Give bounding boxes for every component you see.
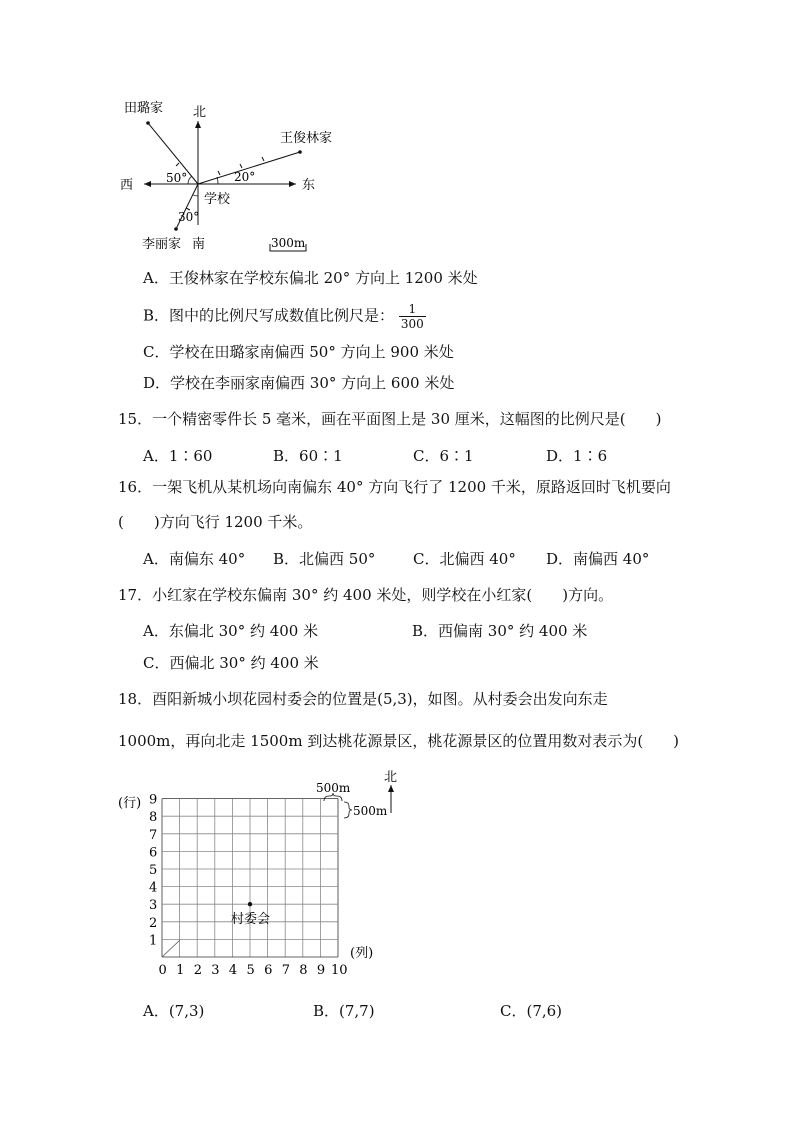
y-tick-label: 8 [149,810,158,826]
scale-x-label: 500m [316,781,351,795]
q15-option-b: B．60∶1 [273,447,343,465]
q17-option-a: A．东偏北 30° 约 400 米 [143,622,319,640]
fraction-denominator: 300 [400,317,424,331]
li-label: 李丽家 [142,237,182,252]
x-tick-label: 2 [193,963,202,978]
q15-option-c: C．6∶1 [413,447,474,465]
q17-option-c: C．西偏北 30° 约 400 米 [143,654,319,672]
q18-stem-line2: 1000m，再向北走 1500m 到达桃花源景区，桃花源景区的位置用数对表示为( ) [118,732,680,750]
coordinate-grid [110,765,410,990]
angle-tian: 50° [166,171,188,185]
fraction-numerator: 1 [399,302,426,317]
scale-y-label: 500m [353,804,388,818]
direction-diagram [110,95,370,260]
x-tick-label: 7 [281,963,290,978]
x-tick-label: 9 [316,963,326,978]
y-tick-label: 9 [149,792,158,808]
y-tick-label: 6 [149,845,158,861]
q16-option-b: B．北偏西 50° [273,550,376,568]
q14-option-a: A．王俊林家在学校东偏北 20° 方向上 1200 米处 [143,269,478,287]
q18-option-b: B．(7,7) [313,1002,375,1020]
x-tick-label: 5 [246,963,255,978]
angle-wang: 20° [234,170,256,184]
y-tick-label: 3 [149,898,158,914]
col-label: (列) [350,946,374,961]
q15-stem: 15．一个精密零件长 5 毫米，画在平面图上是 30 厘米，这幅图的比例尺是( ) [118,410,662,428]
q14-option-c: C．学校在田璐家南偏西 50° 方向上 900 米处 [143,343,454,361]
q16-option-c: C．北偏西 40° [413,550,516,568]
q15-option-a: A．1∶60 [143,447,213,465]
x-tick-label: 4 [228,963,238,978]
village-committee-point [248,902,252,906]
x-tick-label: 0 [158,963,167,978]
q18-stem-line1: 18．酉阳新城小坝花园村委会的位置是(5,3)，如图。从村委会出发向东走 [118,690,608,708]
x-tick-label: 8 [299,963,308,978]
east-label: 东 [302,178,316,193]
q14-option-b [143,302,426,331]
x-tick-label: 6 [264,963,273,978]
y-tick-label: 4 [149,880,158,896]
x-tick-label: 10 [331,963,348,978]
scale-y-brace [344,802,352,818]
scale-label: 300m [271,236,306,250]
north-label-grid: 北 [384,770,398,785]
grid-lines [162,799,338,957]
q16-option-d: D．南偏西 40° [546,550,650,568]
row-label: (行) [118,796,142,811]
angle-li: 30° [178,210,200,224]
school-label: 学校 [204,192,231,207]
wang-label: 王俊林家 [280,131,333,146]
q18-option-a: A．(7,3) [143,1002,205,1020]
x-tick-label: 3 [211,963,220,978]
q16-stem-line1: 16．一架飞机从某机场向南偏东 40° 方向飞行了 1200 千米，原路返回时飞机要向 [118,478,671,496]
origin-mark [162,940,180,957]
north-label: 北 [193,105,207,120]
south-label: 南 [192,237,206,252]
q16-stem-line2: ( )方向飞行 1200 千米。 [118,513,313,531]
q14-option-b-text: B．图中的比例尺写成数值比例尺是： [143,306,395,325]
q17-option-b: B．西偏南 30° 约 400 米 [412,622,588,640]
west-label: 西 [120,178,134,193]
y-tick-label: 7 [149,827,158,843]
q16-option-a: A．南偏东 40° [143,550,246,568]
q14-fraction [399,302,426,331]
y-tick-label: 2 [149,915,158,931]
y-tick-label: 1 [149,933,158,949]
y-tick-label: 5 [149,863,158,878]
q14-option-d: D．学校在李丽家南偏西 30° 方向上 600 米处 [143,374,455,392]
village-committee-label: 村委会 [231,912,271,928]
q15-option-d: D．1∶6 [546,447,608,465]
x-tick-label: 1 [176,963,185,978]
tian-label: 田璐家 [124,101,164,116]
q18-option-c: C．(7,6) [500,1002,563,1020]
q17-stem: 17．小红家在学校东偏南 30° 约 400 米处，则学校在小红家( )方向。 [118,586,614,604]
